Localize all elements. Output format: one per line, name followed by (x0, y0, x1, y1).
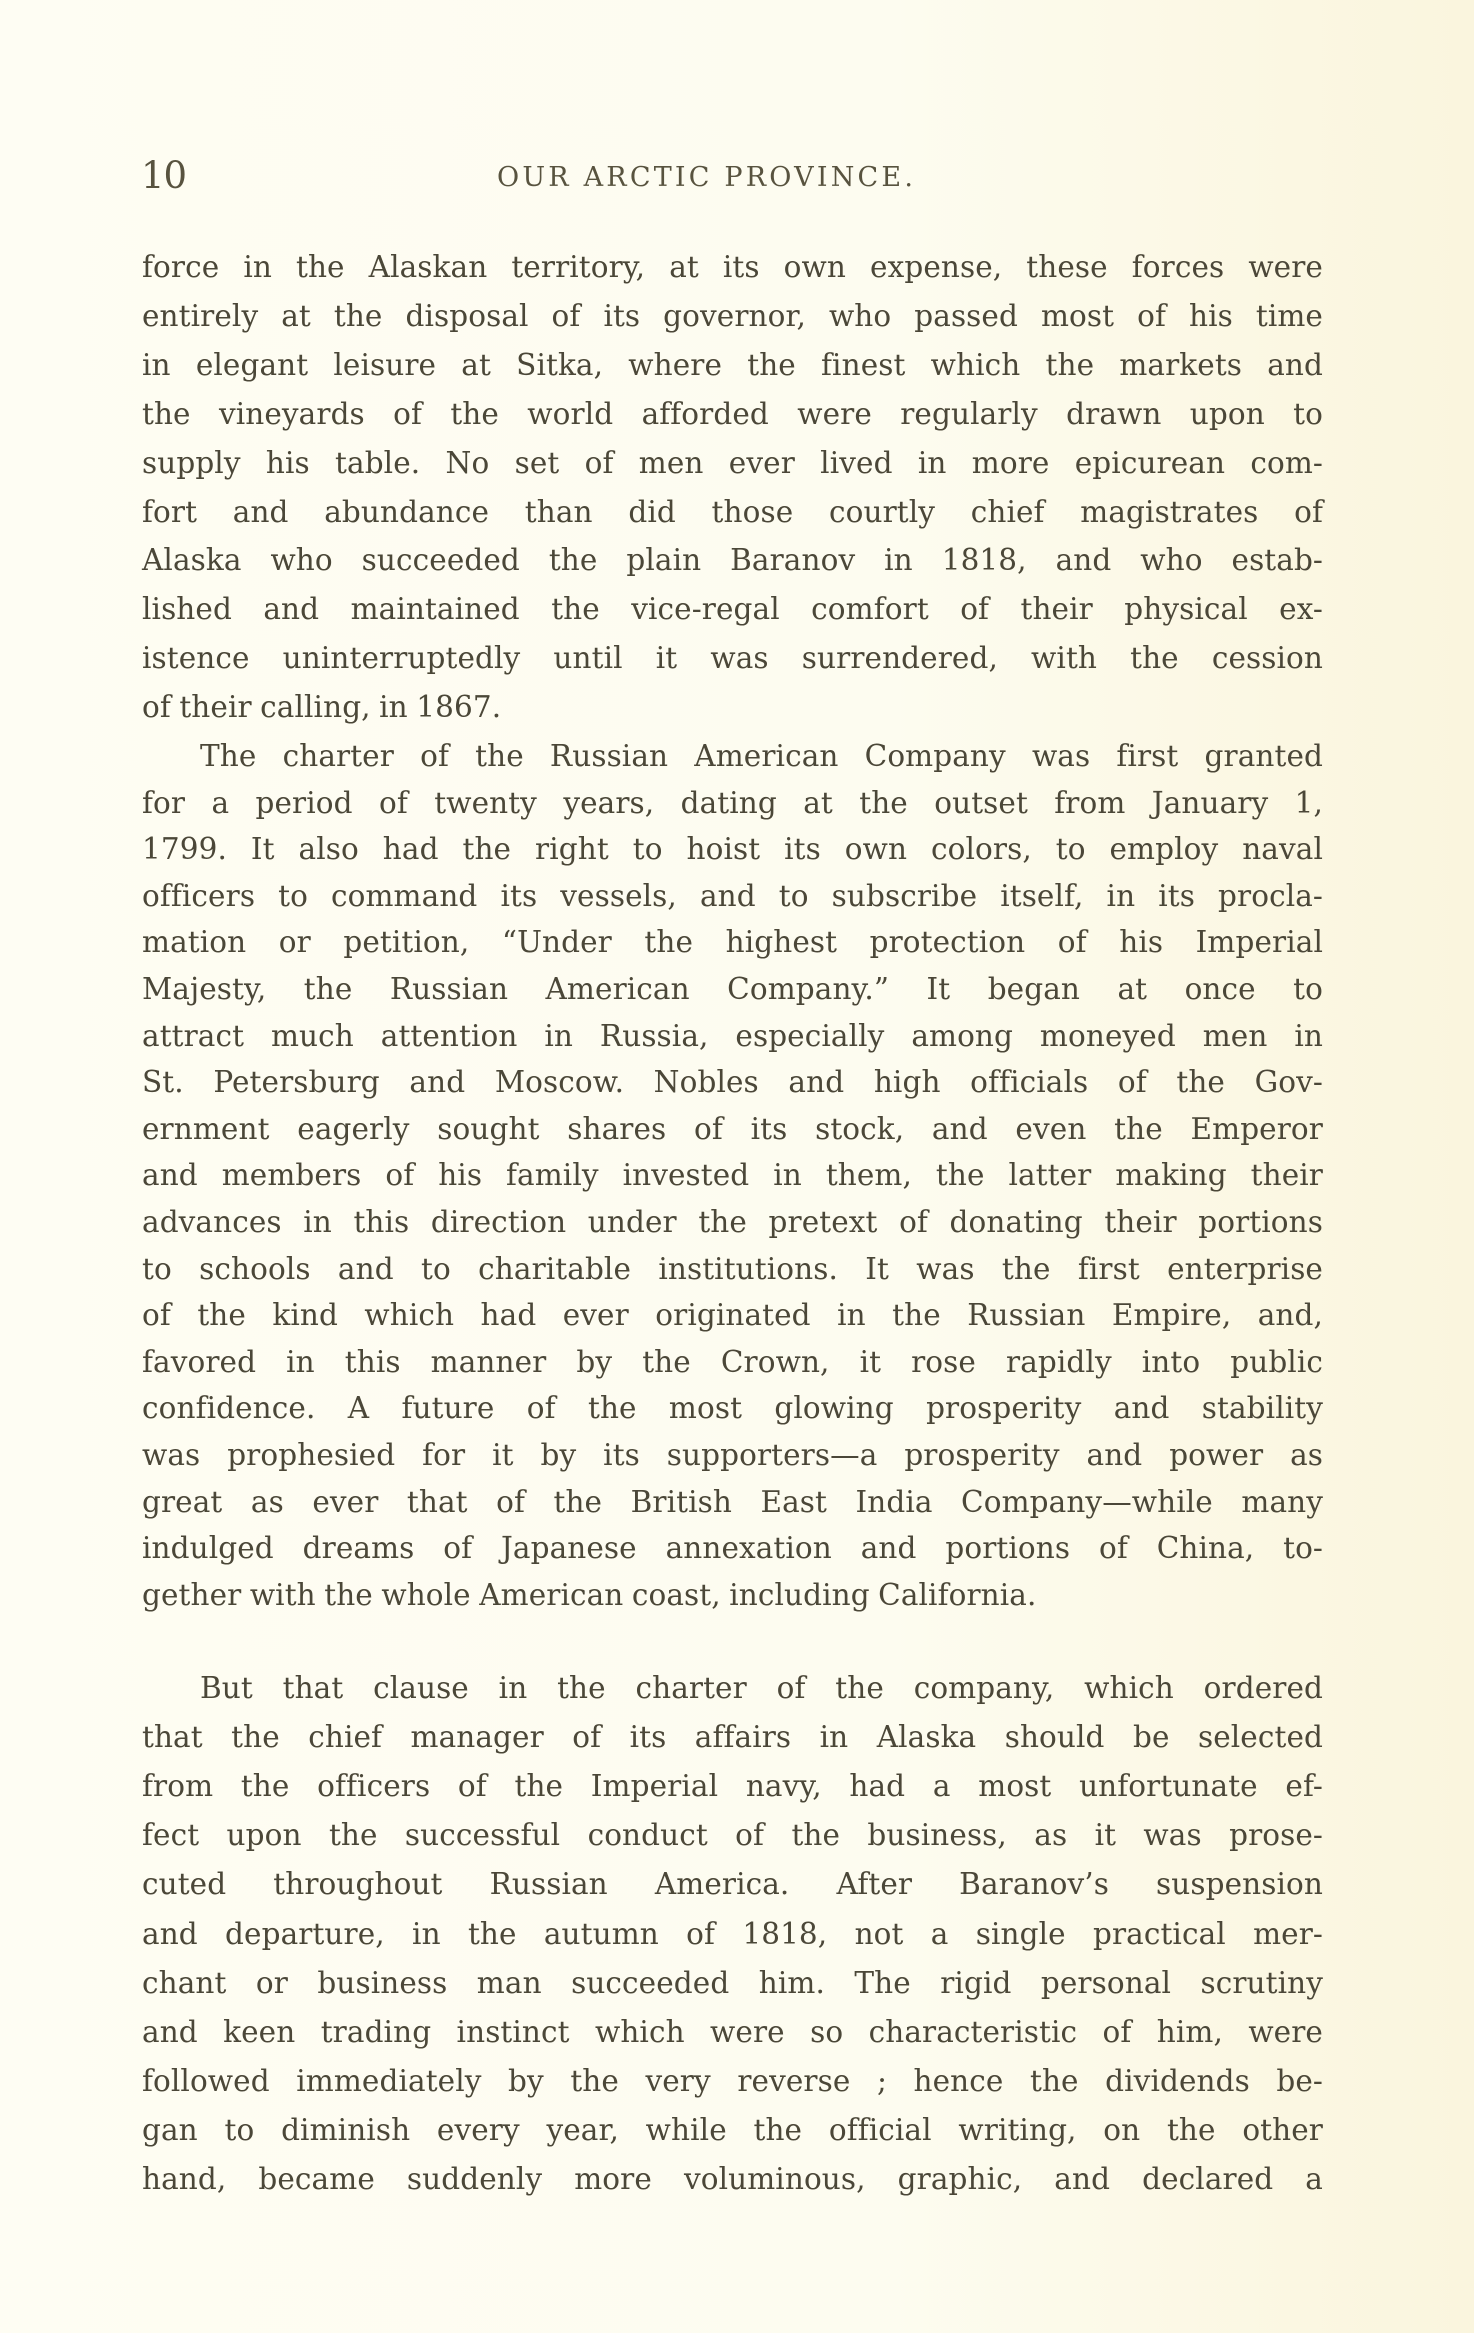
text-line: hand, became suddenly more voluminous, graphic, and declared a (142, 2162, 1323, 2196)
running-head (141, 154, 1323, 198)
text-line: St. Petersburg and Moscow. Nobles and high officials of the Gov- (142, 1065, 1323, 1100)
text-line: officers to command its vessels, and to subscribe itself, in its procla- (142, 878, 1323, 913)
text-line: indulged dreams of Japanese annexation and portions of China, to- (142, 1531, 1323, 1566)
text-line: fort and abundance than did those courtly chief magistrates of (142, 494, 1323, 529)
page-number: 10 (141, 154, 187, 197)
text-line: favored in this manner by the Crown, it rose rapidly into public (142, 1344, 1323, 1379)
text-line: confidence. A future of the most glowing prosperity and stability (142, 1391, 1323, 1426)
text-line: and members of his family invested in them, the latter making their (142, 1158, 1323, 1193)
text-line: great as ever that of the British East India Company—while many (142, 1484, 1323, 1519)
text-line: mation or petition, “Under the highest protection of his Imperial (142, 925, 1323, 960)
text-line: Alaska who succeeded the plain Baranov in 1818, and who estab- (142, 543, 1323, 578)
text-line: 1799. It also had the right to hoist its own colors, to employ naval (142, 832, 1323, 867)
text-line: attract much attention in Russia, especially among moneyed men in (142, 1018, 1323, 1053)
text-line: force in the Alaskan territory, at its own expense, these forces were (142, 250, 1323, 284)
text-line: istence uninterruptedly until it was surrendered, with the cession (142, 641, 1323, 676)
text-line: of their calling, in 1867. (142, 690, 502, 725)
text-line: in elegant leisure at Sitka, where the finest which the markets and (142, 347, 1323, 382)
text-line: of the kind which had ever originated in the Russian Empire, and, (142, 1298, 1323, 1333)
text-line: and keen trading instinct which were so characteristic of him, were (142, 2014, 1323, 2049)
text-line: to schools and to charitable institutions. It was the first enterprise (142, 1251, 1323, 1286)
text-line: entirely at the disposal of its governor, who passed most of his time (142, 298, 1323, 333)
text-line: lished and maintained the vice-regal comfort of their physical ex- (142, 592, 1323, 627)
text-line: chant or business man succeeded him. The rigid personal scrutiny (142, 1965, 1323, 2000)
text-line: Majesty, the Russian American Company.” It began at once to (142, 972, 1323, 1006)
running-title: OUR ARCTIC PROVINCE. (497, 162, 917, 193)
text-line: that the chief manager of its affairs in Alaska should be selected (142, 1720, 1323, 1755)
text-line: gan to diminish every year, while the official writing, on the other (142, 2112, 1323, 2147)
text-line: The charter of the Russian American Company was first granted (200, 739, 1323, 773)
text-line: supply his table. No set of men ever lived in more epicurean com- (142, 445, 1323, 480)
text-line: gether with the whole American coast, including California. (142, 1577, 1037, 1612)
text-line: the vineyards of the world afforded were regularly drawn upon to (142, 396, 1323, 431)
text-line: for a period of twenty years, dating at the outset from January 1, (142, 785, 1323, 820)
text-line: followed immediately by the very reverse ; hence the dividends be- (142, 2063, 1323, 2098)
text-line: from the officers of the Imperial navy, had a most unfortunate ef- (142, 1769, 1323, 1804)
text-line: cuted throughout Russian America. After Baranov’s suspension (142, 1867, 1323, 1902)
text-line: was prophesied for it by its supporters—a prosperity and power as (142, 1438, 1323, 1472)
text-line: and departure, in the autumn of 1818, not a single practical mer- (142, 1916, 1323, 1951)
text-line: ernment eagerly sought shares of its stock, and even the Emperor (142, 1111, 1323, 1146)
text-line: fect upon the successful conduct of the business, as it was prose- (142, 1818, 1323, 1853)
text-line: advances in this direction under the pretext of donating their portions (142, 1205, 1323, 1239)
text-line: But that clause in the charter of the company, which ordered (200, 1671, 1323, 1705)
